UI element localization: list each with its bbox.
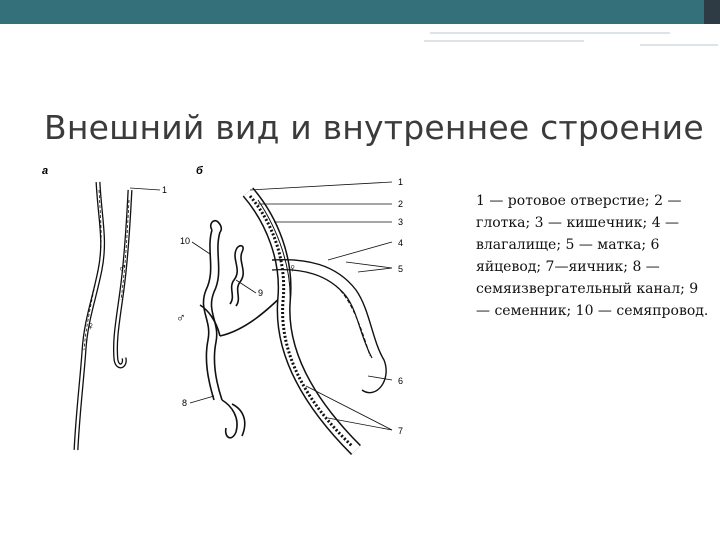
decorative-line xyxy=(424,40,584,42)
label-2: 2 xyxy=(398,199,404,209)
label-4: 4 xyxy=(398,238,404,248)
dark-corner-block xyxy=(704,0,720,24)
female-symbol-b: ♀ xyxy=(288,261,297,275)
slide-title: Внешний вид и внутреннее строение xyxy=(44,108,704,147)
worm-male-outline xyxy=(115,190,130,366)
label-8: 8 xyxy=(182,398,188,408)
leader-line xyxy=(192,242,210,254)
label-1: 1 xyxy=(398,177,404,187)
male-symbol-b: ♂ xyxy=(176,310,186,325)
label-9: 9 xyxy=(258,288,264,298)
female-symbol-a: ♀ xyxy=(86,319,95,333)
decorative-line xyxy=(640,44,718,46)
label-6: 6 xyxy=(398,376,404,386)
nematode-anatomy-figure xyxy=(36,160,436,480)
top-accent-bar xyxy=(0,0,720,24)
anatomy-drawing xyxy=(36,160,436,480)
label-7: 7 xyxy=(398,426,404,436)
label-1-panel-a: 1 xyxy=(162,185,168,195)
panel-letter-b: б xyxy=(196,165,203,177)
label-5: 5 xyxy=(398,264,404,274)
female-worm-body xyxy=(248,192,386,450)
leader-line xyxy=(236,280,256,293)
teal-bar xyxy=(0,0,704,24)
label-3: 3 xyxy=(398,217,404,227)
label-10: 10 xyxy=(180,236,191,246)
male-symbol-a: ♂ xyxy=(118,261,127,275)
leader-line xyxy=(130,188,160,190)
legend-text: 1 — ротовое отверстие; 2 — глотка; 3 — кишечник; 4 — влагалище; 5 — матка; 6 яйцевод; 7—яичник; 8 — семяизвергательный канал; 9 — семенник; 10 — семяпровод. xyxy=(476,193,709,319)
decorative-line xyxy=(430,32,670,34)
panel-letter-a: а xyxy=(42,165,49,177)
worm-female-outline xyxy=(76,182,103,450)
leader-line xyxy=(190,396,214,403)
